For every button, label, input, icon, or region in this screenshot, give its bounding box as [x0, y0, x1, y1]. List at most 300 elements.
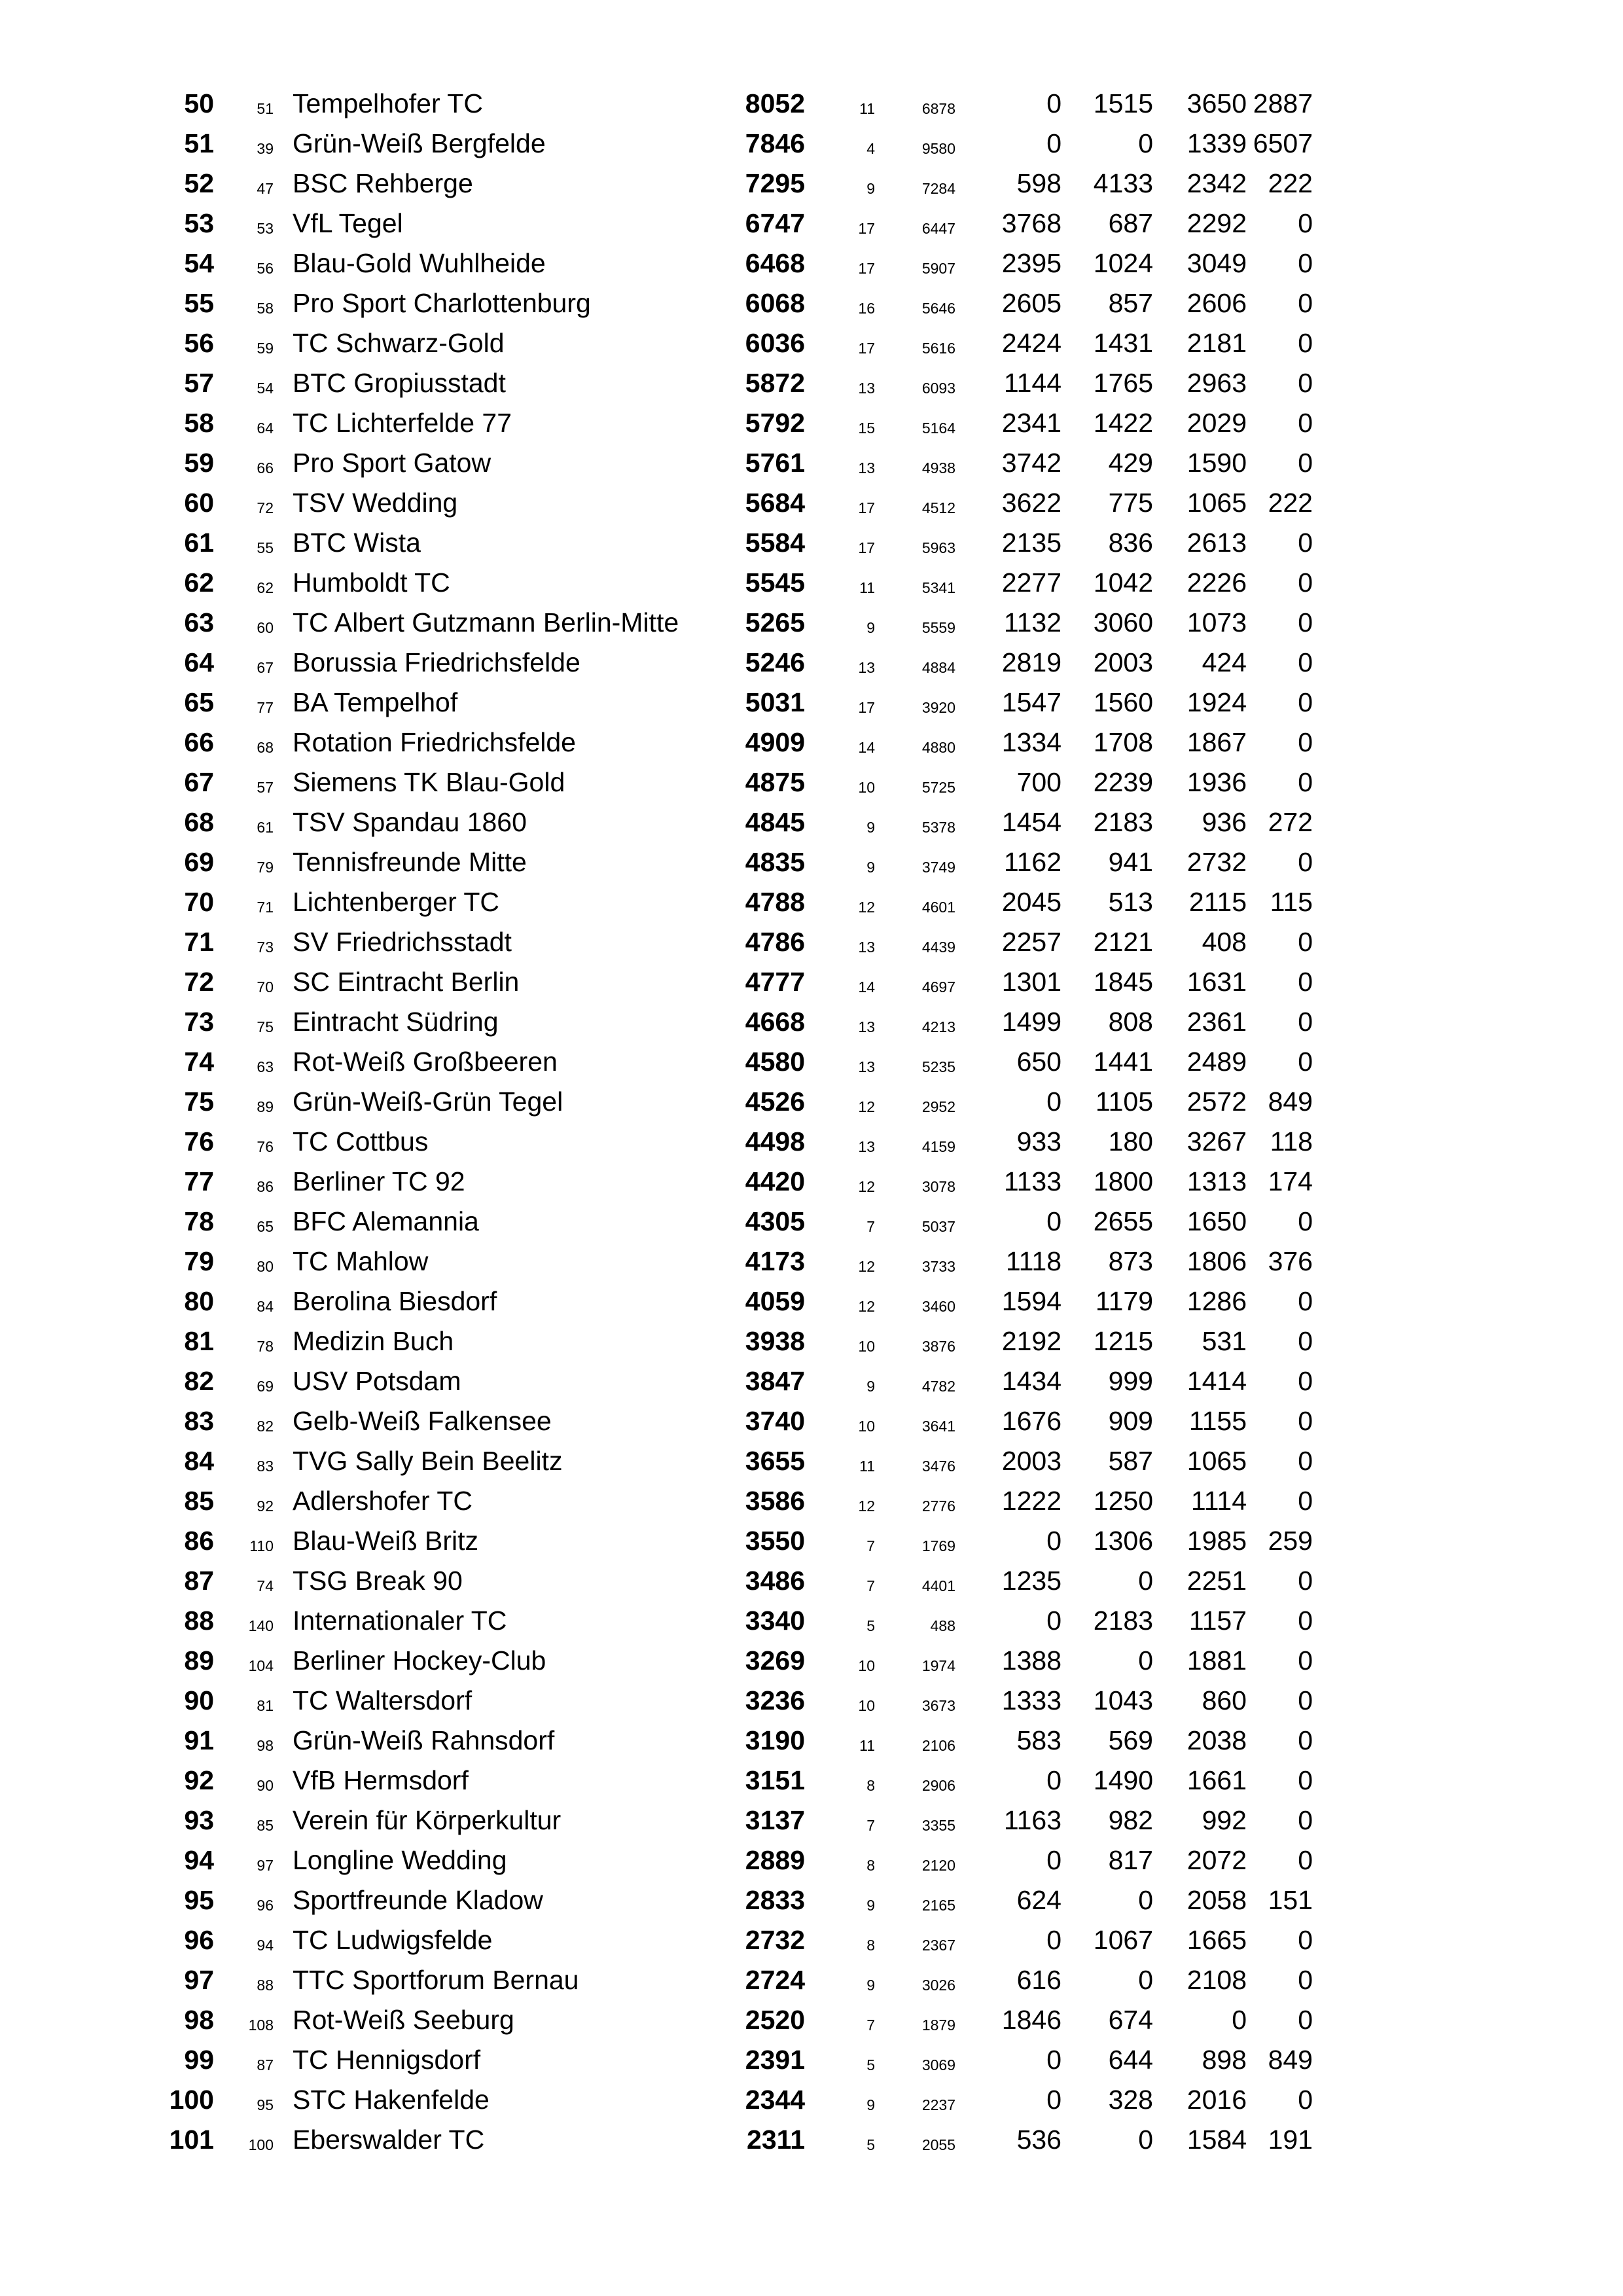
rank-cell: 68: [184, 807, 214, 837]
club-name-cell: Verein für Körperkultur: [293, 1805, 562, 1835]
previous-rank-cell: 81: [257, 1697, 274, 1714]
points-col2-cell: 513: [1108, 887, 1153, 917]
previous-points-cell: 3078: [921, 1178, 955, 1195]
rank-cell: 81: [184, 1326, 214, 1356]
points-col4-cell: 0: [1298, 967, 1313, 997]
total-points-cell: 4059: [745, 1286, 805, 1316]
games-count-cell: 16: [858, 300, 875, 317]
points-col1-cell: 2424: [1001, 328, 1061, 358]
table-row: [0, 1880, 1623, 1920]
points-col1-cell: 583: [1016, 1725, 1061, 1755]
rank-cell: 71: [184, 927, 214, 957]
club-name-cell: Borussia Friedrichsfelde: [293, 647, 580, 677]
games-count-cell: 13: [858, 659, 875, 676]
points-col4-cell: 0: [1298, 1366, 1313, 1396]
total-points-cell: 5761: [745, 448, 805, 478]
club-name-cell: TC Lichterfelde 77: [293, 408, 512, 438]
points-col3-cell: 2108: [1186, 1965, 1247, 1995]
previous-points-cell: 488: [930, 1617, 955, 1634]
total-points-cell: 2344: [745, 2085, 805, 2115]
points-col3-cell: 2029: [1186, 408, 1247, 438]
club-name-cell: TC Ludwigsfelde: [293, 1925, 493, 1955]
club-name-cell: TC Cottbus: [293, 1126, 429, 1157]
points-col1-cell: 0: [1046, 1765, 1061, 1795]
points-col2-cell: 0: [1138, 128, 1153, 158]
rank-cell: 65: [184, 687, 214, 717]
points-col4-cell: 6507: [1253, 128, 1313, 158]
points-col3-cell: 1665: [1186, 1925, 1247, 1955]
table-row: [0, 164, 1623, 204]
total-points-cell: 3151: [745, 1765, 805, 1795]
points-col4-cell: 2887: [1253, 88, 1313, 118]
previous-rank-cell: 104: [248, 1657, 274, 1674]
rank-cell: 66: [184, 727, 214, 757]
points-col2-cell: 836: [1108, 528, 1153, 558]
points-col2-cell: 0: [1138, 1965, 1153, 1995]
points-col1-cell: 1547: [1001, 687, 1061, 717]
points-col2-cell: 1250: [1093, 1486, 1153, 1516]
points-col1-cell: 1594: [1001, 1286, 1061, 1316]
table-row: [0, 1681, 1623, 1721]
previous-points-cell: 2776: [921, 1498, 955, 1515]
games-count-cell: 17: [858, 260, 875, 277]
points-col1-cell: 1118: [1005, 1246, 1061, 1276]
total-points-cell: 4526: [745, 1086, 805, 1117]
games-count-cell: 11: [859, 579, 875, 596]
points-col1-cell: 1846: [1001, 2005, 1061, 2035]
points-col3-cell: 1414: [1186, 1366, 1247, 1396]
points-col4-cell: 0: [1298, 1047, 1313, 1077]
table-row: [0, 1920, 1623, 1960]
table-row: [0, 762, 1623, 802]
points-col3-cell: 2489: [1186, 1047, 1247, 1077]
games-count-cell: 9: [866, 819, 875, 836]
table-row: [0, 802, 1623, 842]
club-name-cell: TC Albert Gutzmann Berlin-Mitte: [293, 607, 679, 637]
points-col2-cell: 1441: [1093, 1047, 1153, 1077]
games-count-cell: 13: [858, 939, 875, 956]
table-row: [0, 2040, 1623, 2080]
table-row: [0, 204, 1623, 243]
points-col4-cell: 0: [1298, 1326, 1313, 1356]
table-row: [0, 84, 1623, 124]
previous-rank-cell: 51: [257, 100, 274, 117]
games-count-cell: 17: [858, 699, 875, 716]
points-col2-cell: 2003: [1093, 647, 1153, 677]
points-col4-cell: 0: [1298, 2005, 1313, 2035]
previous-rank-cell: 59: [257, 340, 274, 357]
points-col1-cell: 1676: [1001, 1406, 1061, 1436]
table-row: [0, 643, 1623, 683]
games-count-cell: 7: [866, 1817, 875, 1834]
points-col3-cell: 531: [1202, 1326, 1247, 1356]
previous-rank-cell: 58: [257, 300, 274, 317]
points-col4-cell: 0: [1298, 1406, 1313, 1436]
points-col3-cell: 1155: [1188, 1406, 1247, 1436]
club-name-cell: Humboldt TC: [293, 567, 450, 598]
club-name-cell: TSG Break 90: [293, 1566, 463, 1596]
previous-rank-cell: 110: [249, 1537, 274, 1554]
points-col1-cell: 2605: [1001, 288, 1061, 318]
points-col1-cell: 1334: [1001, 727, 1061, 757]
previous-rank-cell: 73: [257, 939, 274, 956]
table-row: [0, 1042, 1623, 1082]
table-row: [0, 523, 1623, 563]
points-col3-cell: 2251: [1186, 1566, 1247, 1596]
table-row: [0, 243, 1623, 283]
previous-points-cell: 3876: [921, 1338, 955, 1355]
previous-points-cell: 2906: [921, 1777, 955, 1794]
games-count-cell: 15: [858, 420, 875, 437]
rank-cell: 76: [184, 1126, 214, 1157]
previous-points-cell: 4601: [921, 899, 955, 916]
points-col2-cell: 0: [1138, 1645, 1153, 1676]
rank-cell: 98: [184, 2005, 214, 2035]
previous-rank-cell: 95: [257, 2096, 274, 2113]
rank-cell: 88: [184, 1605, 214, 1636]
points-col2-cell: 2183: [1093, 807, 1153, 837]
previous-points-cell: 4880: [921, 739, 955, 756]
points-col1-cell: 1235: [1001, 1566, 1061, 1596]
total-points-cell: 4875: [745, 767, 805, 797]
points-col2-cell: 817: [1108, 1845, 1153, 1875]
rank-cell: 87: [184, 1566, 214, 1596]
points-col4-cell: 0: [1298, 528, 1313, 558]
points-col4-cell: 0: [1298, 208, 1313, 238]
points-col3-cell: 2058: [1186, 1885, 1247, 1915]
points-col3-cell: 2181: [1186, 328, 1247, 358]
points-col2-cell: 1179: [1095, 1286, 1153, 1316]
points-col3-cell: 2342: [1186, 168, 1247, 198]
previous-rank-cell: 85: [257, 1817, 274, 1834]
points-col4-cell: 222: [1268, 488, 1313, 518]
previous-points-cell: 6093: [921, 380, 955, 397]
games-count-cell: 9: [866, 1977, 875, 1994]
club-name-cell: TVG Sally Bein Beelitz: [293, 1446, 563, 1476]
table-row: [0, 403, 1623, 443]
points-col4-cell: 0: [1298, 1685, 1313, 1715]
previous-rank-cell: 55: [257, 539, 274, 556]
total-points-cell: 7295: [745, 168, 805, 198]
games-count-cell: 12: [858, 1298, 875, 1315]
previous-rank-cell: 61: [257, 819, 274, 836]
points-col1-cell: 1222: [1001, 1486, 1061, 1516]
previous-rank-cell: 69: [257, 1378, 274, 1395]
games-count-cell: 11: [859, 100, 875, 117]
points-col3-cell: 3650: [1186, 88, 1247, 118]
club-name-cell: TSV Spandau 1860: [293, 807, 527, 837]
club-name-cell: Tempelhofer TC: [293, 88, 483, 118]
table-row: [0, 1321, 1623, 1361]
games-count-cell: 9: [866, 180, 875, 197]
total-points-cell: 4173: [745, 1246, 805, 1276]
previous-points-cell: 6447: [921, 220, 955, 237]
games-count-cell: 14: [858, 739, 875, 756]
points-col2-cell: 429: [1108, 448, 1153, 478]
points-col3-cell: 2361: [1186, 1007, 1247, 1037]
games-count-cell: 8: [866, 1857, 875, 1874]
games-count-cell: 7: [866, 1218, 875, 1235]
club-name-cell: Internationaler TC: [293, 1605, 507, 1636]
previous-points-cell: 3673: [921, 1697, 955, 1714]
points-col4-cell: 849: [1268, 2045, 1313, 2075]
total-points-cell: 3586: [745, 1486, 805, 1516]
total-points-cell: 2889: [745, 1845, 805, 1875]
points-col2-cell: 644: [1108, 2045, 1153, 2075]
points-col2-cell: 857: [1108, 288, 1153, 318]
games-count-cell: 10: [858, 779, 875, 796]
previous-rank-cell: 63: [257, 1058, 274, 1075]
total-points-cell: 4777: [745, 967, 805, 997]
previous-rank-cell: 90: [257, 1777, 274, 1794]
games-count-cell: 10: [858, 1697, 875, 1714]
table-row: [0, 2120, 1623, 2160]
previous-rank-cell: 77: [257, 699, 274, 716]
previous-points-cell: 4213: [921, 1018, 955, 1035]
club-name-cell: TSV Wedding: [293, 488, 458, 518]
previous-points-cell: 5341: [921, 579, 955, 596]
club-name-cell: Rot-Weiß Seeburg: [293, 2005, 514, 2035]
previous-points-cell: 5646: [921, 300, 955, 317]
club-name-cell: Gelb-Weiß Falkensee: [293, 1406, 552, 1436]
total-points-cell: 5246: [745, 647, 805, 677]
rank-cell: 51: [184, 128, 214, 158]
club-name-cell: SV Friedrichsstadt: [293, 927, 512, 957]
games-count-cell: 9: [866, 619, 875, 636]
club-name-cell: Adlershofer TC: [293, 1486, 473, 1516]
points-col3-cell: 3049: [1186, 248, 1247, 278]
points-col4-cell: 0: [1298, 288, 1313, 318]
previous-rank-cell: 82: [257, 1418, 274, 1435]
previous-points-cell: 1879: [921, 2017, 955, 2034]
previous-points-cell: 3749: [921, 859, 955, 876]
points-col3-cell: 1867: [1186, 727, 1247, 757]
table-row: [0, 1561, 1623, 1601]
points-col3-cell: 936: [1202, 807, 1247, 837]
previous-rank-cell: 64: [257, 420, 274, 437]
points-col1-cell: 2003: [1001, 1446, 1061, 1476]
table-row: [0, 1162, 1623, 1202]
club-name-cell: VfL Tegel: [293, 208, 403, 238]
games-count-cell: 7: [866, 1537, 875, 1554]
points-col3-cell: 1881: [1186, 1645, 1247, 1676]
points-col1-cell: 3768: [1001, 208, 1061, 238]
points-col4-cell: 376: [1268, 1246, 1313, 1276]
games-count-cell: 10: [858, 1657, 875, 1674]
previous-points-cell: 5378: [921, 819, 955, 836]
points-col1-cell: 1499: [1001, 1007, 1061, 1037]
table-row: [0, 1601, 1623, 1641]
table-row: [0, 563, 1623, 603]
previous-points-cell: 4159: [921, 1138, 955, 1155]
rank-cell: 56: [184, 328, 214, 358]
rank-cell: 78: [184, 1206, 214, 1236]
club-name-cell: Rotation Friedrichsfelde: [293, 727, 576, 757]
points-col4-cell: 0: [1298, 1725, 1313, 1755]
rank-cell: 77: [184, 1166, 214, 1196]
games-count-cell: 9: [866, 1897, 875, 1914]
previous-rank-cell: 66: [257, 459, 274, 476]
points-col3-cell: 424: [1202, 647, 1247, 677]
points-col4-cell: 0: [1298, 1805, 1313, 1835]
games-count-cell: 12: [858, 1178, 875, 1195]
total-points-cell: 4668: [745, 1007, 805, 1037]
club-name-cell: Eintracht Südring: [293, 1007, 499, 1037]
rank-cell: 92: [184, 1765, 214, 1795]
table-row: [0, 1361, 1623, 1401]
points-col3-cell: 1073: [1186, 607, 1247, 637]
points-col3-cell: 2115: [1188, 887, 1247, 917]
club-name-cell: TC Hennigsdorf: [293, 2045, 481, 2075]
previous-rank-cell: 67: [257, 659, 274, 676]
table-row: [0, 1481, 1623, 1521]
points-col1-cell: 1333: [1001, 1685, 1061, 1715]
rank-cell: 72: [184, 967, 214, 997]
points-col4-cell: 191: [1268, 2125, 1313, 2155]
previous-rank-cell: 53: [257, 220, 274, 237]
previous-rank-cell: 108: [248, 2017, 274, 2034]
table-row: [0, 723, 1623, 762]
points-col1-cell: 0: [1046, 128, 1061, 158]
previous-points-cell: 2952: [921, 1098, 955, 1115]
points-col4-cell: 0: [1298, 1566, 1313, 1596]
previous-points-cell: 4938: [921, 459, 955, 476]
points-col1-cell: 2395: [1001, 248, 1061, 278]
points-col1-cell: 2341: [1001, 408, 1061, 438]
points-col2-cell: 808: [1108, 1007, 1153, 1037]
table-row: [0, 2000, 1623, 2040]
previous-rank-cell: 75: [257, 1018, 274, 1035]
previous-points-cell: 5037: [921, 1218, 955, 1235]
rank-cell: 64: [184, 647, 214, 677]
points-col4-cell: 0: [1298, 1286, 1313, 1316]
previous-points-cell: 3460: [921, 1298, 955, 1315]
points-col3-cell: 1936: [1186, 767, 1247, 797]
rank-cell: 97: [184, 1965, 214, 1995]
total-points-cell: 4909: [745, 727, 805, 757]
points-col1-cell: 616: [1016, 1965, 1061, 1995]
points-col2-cell: 569: [1108, 1725, 1153, 1755]
rank-cell: 99: [184, 2045, 214, 2075]
points-col4-cell: 0: [1298, 727, 1313, 757]
points-col2-cell: 873: [1108, 1246, 1153, 1276]
points-col2-cell: 1105: [1095, 1086, 1153, 1117]
previous-points-cell: 7284: [921, 180, 955, 197]
club-name-cell: Siemens TK Blau-Gold: [293, 767, 565, 797]
points-col3-cell: 2292: [1186, 208, 1247, 238]
total-points-cell: 3340: [745, 1605, 805, 1636]
games-count-cell: 5: [866, 1617, 875, 1634]
points-col2-cell: 1708: [1093, 727, 1153, 757]
points-col1-cell: 1434: [1001, 1366, 1061, 1396]
previous-rank-cell: 71: [257, 899, 274, 916]
points-col3-cell: 1590: [1186, 448, 1247, 478]
points-col3-cell: 1924: [1186, 687, 1247, 717]
points-col2-cell: 1431: [1093, 328, 1153, 358]
points-col2-cell: 2239: [1093, 767, 1153, 797]
previous-points-cell: 4782: [921, 1378, 955, 1395]
points-col4-cell: 0: [1298, 1925, 1313, 1955]
previous-points-cell: 4697: [921, 978, 955, 996]
total-points-cell: 5584: [745, 528, 805, 558]
table-row: [0, 1840, 1623, 1880]
points-col2-cell: 999: [1108, 1366, 1153, 1396]
table-row: [0, 683, 1623, 723]
games-count-cell: 17: [858, 220, 875, 237]
rank-cell: 101: [169, 2125, 214, 2155]
games-count-cell: 12: [858, 1498, 875, 1515]
club-name-cell: VfB Hermsdorf: [293, 1765, 469, 1795]
points-col3-cell: 1286: [1186, 1286, 1247, 1316]
club-name-cell: TTC Sportforum Bernau: [293, 1965, 579, 1995]
total-points-cell: 4580: [745, 1047, 805, 1077]
games-count-cell: 12: [858, 1098, 875, 1115]
rank-cell: 91: [184, 1725, 214, 1755]
rank-cell: 73: [184, 1007, 214, 1037]
points-col3-cell: 1584: [1186, 2125, 1247, 2155]
club-name-cell: Medizin Buch: [293, 1326, 454, 1356]
club-name-cell: Lichtenberger TC: [293, 887, 500, 917]
points-col2-cell: 674: [1108, 2005, 1153, 2035]
table-row: [0, 1202, 1623, 1242]
total-points-cell: 6036: [745, 328, 805, 358]
points-col4-cell: 0: [1298, 1007, 1313, 1037]
total-points-cell: 3550: [745, 1526, 805, 1556]
points-col4-cell: 0: [1298, 567, 1313, 598]
table-row: [0, 1002, 1623, 1042]
club-name-cell: SC Eintracht Berlin: [293, 967, 520, 997]
points-col1-cell: 2277: [1001, 567, 1061, 598]
games-count-cell: 13: [858, 459, 875, 476]
rank-cell: 54: [184, 248, 214, 278]
club-name-cell: Blau-Weiß Britz: [293, 1526, 479, 1556]
previous-rank-cell: 84: [257, 1298, 274, 1315]
rank-cell: 58: [184, 408, 214, 438]
points-col1-cell: 1388: [1001, 1645, 1061, 1676]
games-count-cell: 13: [858, 1138, 875, 1155]
rank-cell: 93: [184, 1805, 214, 1835]
table-row: [0, 922, 1623, 962]
points-col1-cell: 1163: [1003, 1805, 1061, 1835]
points-col1-cell: 3742: [1001, 448, 1061, 478]
table-row: [0, 842, 1623, 882]
rank-cell: 75: [184, 1086, 214, 1117]
previous-rank-cell: 86: [257, 1178, 274, 1195]
points-col1-cell: 0: [1046, 2085, 1061, 2115]
total-points-cell: 4498: [745, 1126, 805, 1157]
games-count-cell: 4: [866, 140, 875, 157]
club-name-cell: Longline Wedding: [293, 1845, 507, 1875]
points-col2-cell: 2183: [1093, 1605, 1153, 1636]
points-col4-cell: 0: [1298, 607, 1313, 637]
total-points-cell: 4788: [745, 887, 805, 917]
total-points-cell: 4786: [745, 927, 805, 957]
points-col1-cell: 3622: [1001, 488, 1061, 518]
club-name-cell: Tennisfreunde Mitte: [293, 847, 527, 877]
points-col2-cell: 982: [1108, 1805, 1153, 1835]
previous-points-cell: 2367: [921, 1937, 955, 1954]
previous-points-cell: 2237: [921, 2096, 955, 2113]
total-points-cell: 3486: [745, 1566, 805, 1596]
previous-points-cell: 2165: [921, 1897, 955, 1914]
points-col2-cell: 1067: [1093, 1925, 1153, 1955]
rank-cell: 61: [184, 528, 214, 558]
points-col1-cell: 933: [1016, 1126, 1061, 1157]
table-row: [0, 1721, 1623, 1761]
points-col4-cell: 0: [1298, 368, 1313, 398]
club-name-cell: Sportfreunde Kladow: [293, 1885, 543, 1915]
total-points-cell: 5872: [745, 368, 805, 398]
